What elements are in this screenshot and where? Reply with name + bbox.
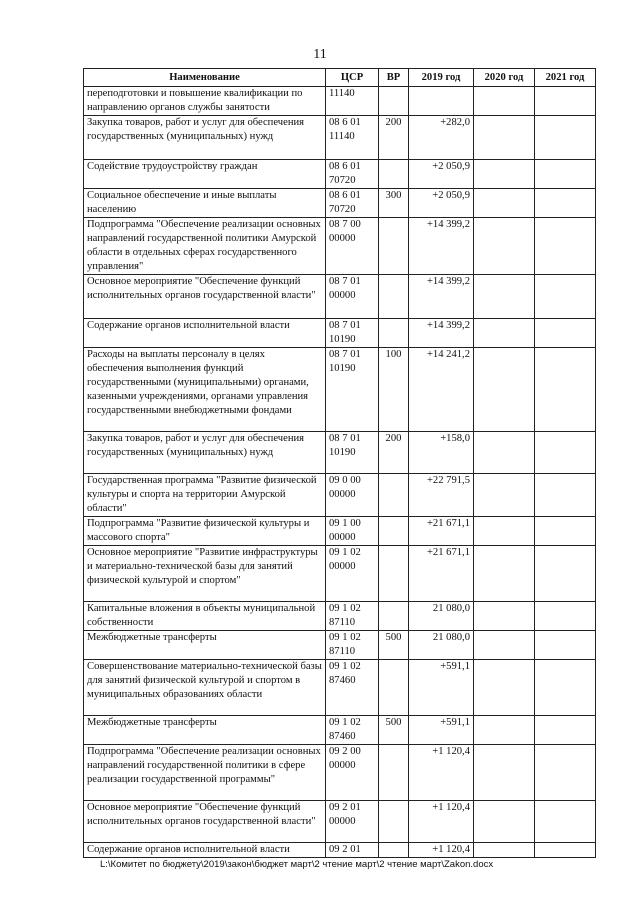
cell-2020 [474,218,535,275]
cell-2021 [535,160,596,189]
table-row [84,160,596,189]
cell-name: Закупка товаров, работ и услуг для обеспечения государственных (муниципальных) нужд [84,432,326,474]
csr-part-2: 10190 [329,334,356,345]
csr-part-1: 09 2 00 [329,746,361,757]
cell-2021 [535,218,596,275]
cell-2020 [474,801,535,843]
table-row [84,116,596,160]
cell-vr [379,218,409,275]
cell-name: Основное мероприятие "Обеспечение функций исполнительных органов государственной власти" [84,275,326,319]
cell-2021 [535,517,596,546]
cell-vr: 200 [379,116,409,160]
cell-csr [326,716,379,745]
cell-2019: +21 671,1 [409,517,474,546]
cell-vr [379,319,409,348]
csr-part-1: 08 7 01 [329,320,361,331]
cell-name: Содержание органов исполнительной власти [84,843,326,858]
page-number: 11 [313,47,327,62]
cell-name: Содействие трудоустройству граждан [84,160,326,189]
cell-2019: +158,0 [409,432,474,474]
cell-csr [326,474,379,517]
cell-vr [379,602,409,631]
cell-name: Содержание органов исполнительной власти [84,319,326,348]
cell-2020 [474,432,535,474]
cell-name: Подпрограмма "Обеспечение реализации основных направлений государственной политики в сфере реализации государственной программы" [84,745,326,801]
header-2020: 2020 год [474,69,535,87]
csr-part-2: 00000 [329,816,356,827]
table-row [84,348,596,432]
csr-part-2: 10190 [329,447,356,458]
cell-2019: +1 120,4 [409,745,474,801]
cell-2021 [535,716,596,745]
cell-2021 [535,631,596,660]
cell-2019: +591,1 [409,716,474,745]
cell-2020 [474,189,535,218]
cell-2021 [535,843,596,858]
csr-part-1: 08 7 00 [329,219,361,230]
table-body [84,87,596,858]
table-row [84,218,596,275]
cell-2019: 21 080,0 [409,602,474,631]
csr-part-1: 09 1 02 [329,603,361,614]
footer-file-path: L:\Комитет по бюджету\2019\закон\бюджет март\2 чтение март\2 чтение март\Zakon.docx [100,859,494,870]
cell-vr [379,474,409,517]
cell-csr [326,116,379,160]
cell-2019: +21 671,1 [409,546,474,602]
csr-part-1: 08 6 01 [329,190,361,201]
cell-vr: 200 [379,432,409,474]
table-row [84,843,596,858]
cell-2019: +1 120,4 [409,801,474,843]
cell-2020 [474,474,535,517]
cell-2021 [535,602,596,631]
cell-csr [326,160,379,189]
table-row [84,745,596,801]
cell-2020 [474,843,535,858]
cell-vr [379,546,409,602]
cell-2020 [474,116,535,160]
table-row [84,660,596,716]
csr-part-2: 10190 [329,363,356,374]
cell-csr [326,319,379,348]
cell-vr: 100 [379,348,409,432]
cell-2021 [535,319,596,348]
cell-vr: 500 [379,716,409,745]
cell-2021 [535,474,596,517]
cell-2020 [474,546,535,602]
cell-2020 [474,348,535,432]
csr-part-2: 87110 [329,617,356,628]
cell-vr [379,843,409,858]
cell-2019: +14 241,2 [409,348,474,432]
csr-part-2: 87460 [329,731,356,742]
cell-2021 [535,745,596,801]
cell-name: переподготовки и повышение квалификации по направлению органов службы занятости [84,87,326,116]
cell-vr [379,517,409,546]
table-row [84,275,596,319]
cell-2019: 21 080,0 [409,631,474,660]
cell-vr [379,660,409,716]
cell-csr [326,631,379,660]
cell-2021 [535,275,596,319]
table-row [84,474,596,517]
cell-name: Основное мероприятие "Обеспечение функций исполнительных органов государственной власти" [84,801,326,843]
table-row [84,517,596,546]
csr-part-2: 00000 [329,489,356,500]
cell-2020 [474,87,535,116]
cell-2020 [474,716,535,745]
cell-csr [326,275,379,319]
csr-part-1: 08 6 01 [329,117,361,128]
cell-name: Закупка товаров, работ и услуг для обеспечения государственных (муниципальных) нужд [84,116,326,160]
csr-part-2: 70720 [329,175,356,186]
cell-csr [326,602,379,631]
cell-2020 [474,275,535,319]
csr-part-1: 09 2 01 [329,844,361,855]
cell-2019: +2 050,9 [409,160,474,189]
cell-2019: +591,1 [409,660,474,716]
cell-2021 [535,87,596,116]
cell-csr [326,517,379,546]
table-row [84,87,596,116]
table-row [84,801,596,843]
cell-name: Совершенствование материально-технической базы для занятий физической культурой и спортом в муниципальных образованиях области [84,660,326,716]
cell-2020 [474,660,535,716]
cell-2021 [535,801,596,843]
cell-csr [326,745,379,801]
cell-2020 [474,319,535,348]
cell-2019: +14 399,2 [409,319,474,348]
csr-part-1: 08 6 01 [329,161,361,172]
csr-part-2: 70720 [329,204,356,215]
cell-name: Капитальные вложения в объекты муниципальной собственности [84,602,326,631]
cell-2020 [474,160,535,189]
cell-vr [379,745,409,801]
cell-csr [326,546,379,602]
cell-csr [326,218,379,275]
cell-2019 [409,87,474,116]
csr-part-1: 09 1 02 [329,717,361,728]
csr-part-2: 87110 [329,646,356,657]
table-row [84,631,596,660]
cell-name: Основное мероприятие "Развитие инфраструктуры и материально-технической базы для занятий физической культурой и спортом" [84,546,326,602]
csr-part-2: 11140 [329,88,355,99]
header-vr: ВР [379,69,409,87]
csr-part-2: 00000 [329,290,356,301]
csr-part-2: 11140 [329,131,355,142]
cell-name: Подпрограмма "Обеспечение реализации основных направлений государственной политики Амурской области в отдельных сферах государственного управления" [84,218,326,275]
header-2021: 2021 год [535,69,596,87]
cell-2021 [535,348,596,432]
csr-part-1: 08 7 01 [329,433,361,444]
cell-2020 [474,602,535,631]
csr-part-1: 09 1 02 [329,661,361,672]
cell-vr [379,275,409,319]
cell-csr [326,660,379,716]
cell-2020 [474,745,535,801]
csr-part-2: 00000 [329,561,356,572]
table-row [84,319,596,348]
cell-2020 [474,517,535,546]
budget-table [83,68,596,858]
cell-name: Межбюджетные трансферты [84,631,326,660]
cell-name: Социальное обеспечение и иные выплаты населению [84,189,326,218]
cell-2019: +282,0 [409,116,474,160]
csr-part-1: 09 0 00 [329,475,361,486]
cell-vr [379,160,409,189]
cell-2019: +2 050,9 [409,189,474,218]
cell-vr: 500 [379,631,409,660]
csr-part-2: 00000 [329,233,356,244]
csr-part-2: 00000 [329,760,356,771]
cell-2021 [535,189,596,218]
cell-2019: +1 120,4 [409,843,474,858]
cell-2021 [535,546,596,602]
table-row [84,546,596,602]
cell-2019: +14 399,2 [409,275,474,319]
csr-part-1: 09 1 00 [329,518,361,529]
cell-name: Подпрограмма "Развитие физической культуры и массового спорта" [84,517,326,546]
csr-part-1: 09 2 01 [329,802,361,813]
csr-part-1: 08 7 01 [329,349,361,360]
cell-name: Государственная программа "Развитие физической культуры и спорта на территории Амурской области" [84,474,326,517]
cell-vr: 300 [379,189,409,218]
cell-2021 [535,116,596,160]
cell-vr [379,87,409,116]
csr-part-1: 09 1 02 [329,632,361,643]
cell-2019: +14 399,2 [409,218,474,275]
header-name: Наименование [84,69,326,87]
csr-part-2: 00000 [329,532,356,543]
table-row [84,432,596,474]
cell-csr [326,843,379,858]
csr-part-2: 87460 [329,675,356,686]
table-row [84,716,596,745]
csr-part-1: 09 1 02 [329,547,361,558]
table-header-row [84,69,596,87]
csr-part-1: 08 7 01 [329,276,361,287]
header-2019: 2019 год [409,69,474,87]
cell-csr [326,87,379,116]
cell-2021 [535,660,596,716]
cell-vr [379,801,409,843]
table-row [84,602,596,631]
cell-name: Межбюджетные трансферты [84,716,326,745]
cell-2020 [474,631,535,660]
cell-csr [326,801,379,843]
cell-name: Расходы на выплаты персоналу в целях обеспечения выполнения функций государственными (муниципальными) органами, казенными учреждениями, органами управления государственными внебюджетными фондами [84,348,326,432]
cell-2021 [535,432,596,474]
cell-2019: +22 791,5 [409,474,474,517]
cell-csr [326,348,379,432]
cell-csr [326,189,379,218]
table-row [84,189,596,218]
header-csr: ЦСР [326,69,379,87]
cell-csr [326,432,379,474]
